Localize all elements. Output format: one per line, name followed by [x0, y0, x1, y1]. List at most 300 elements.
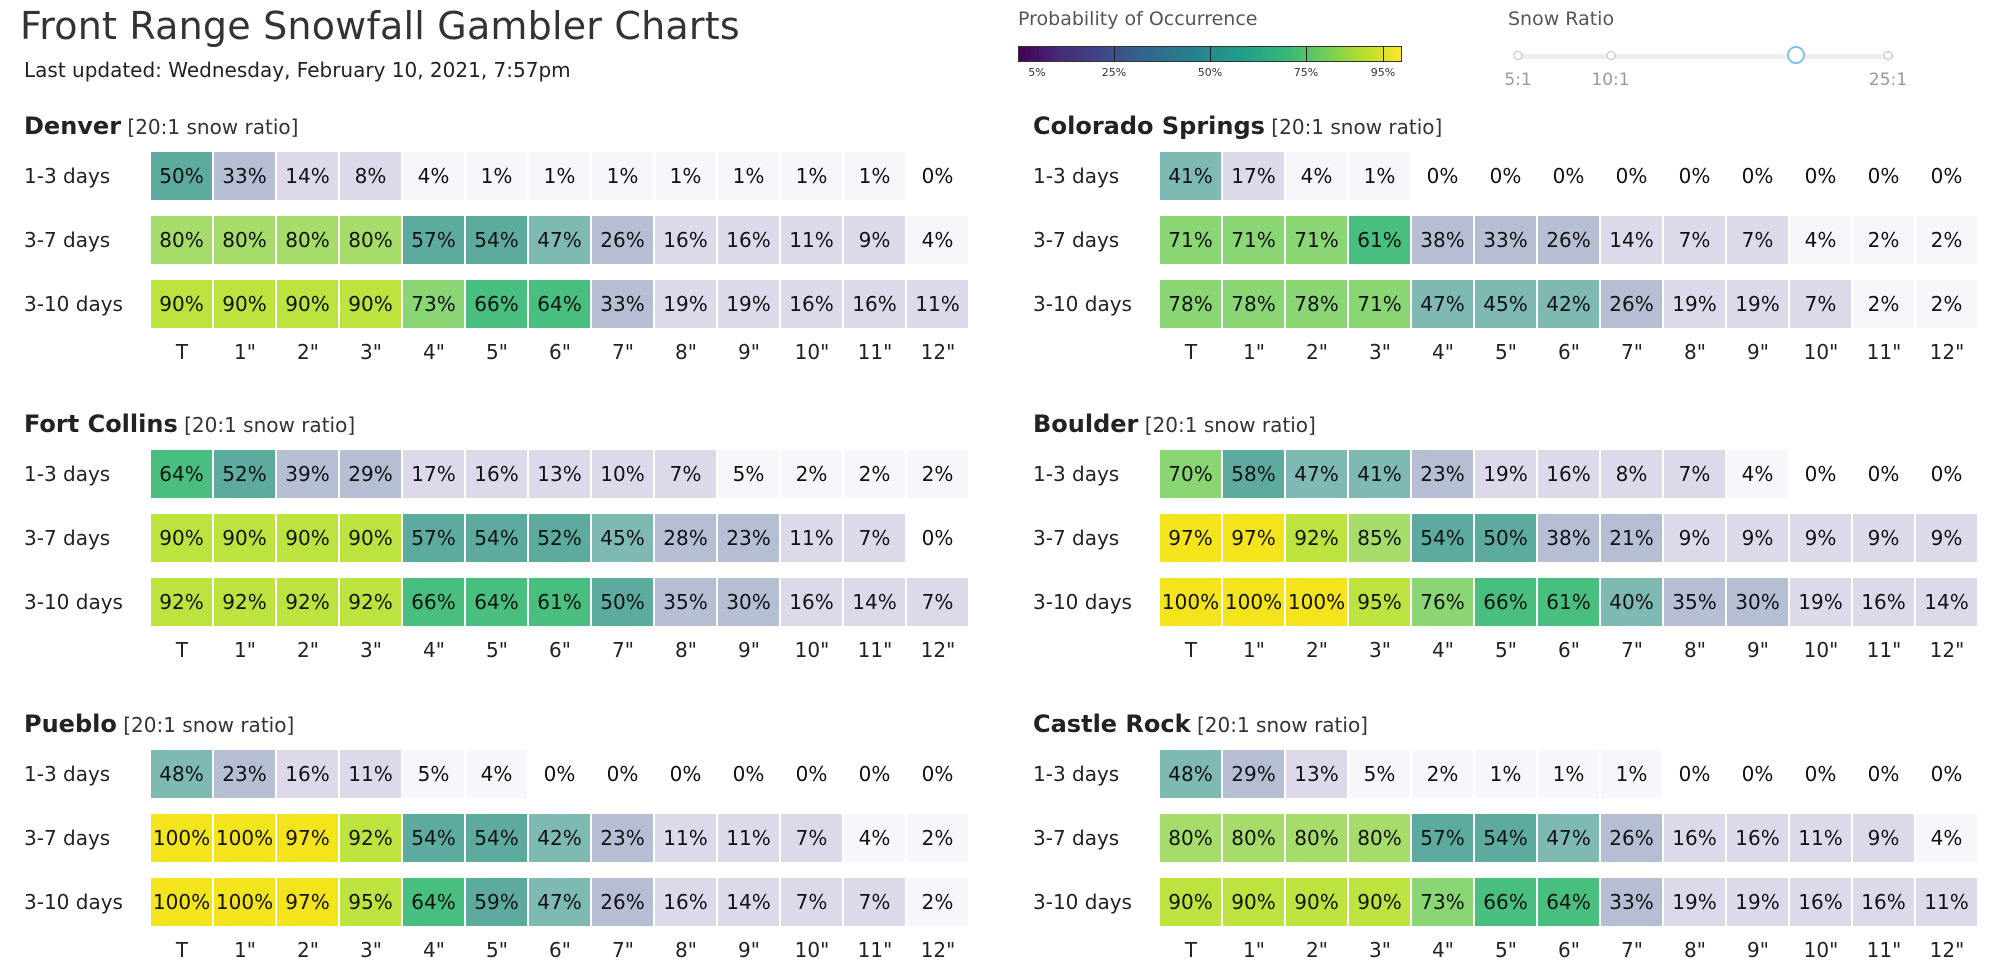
heatmap-cell: 64% — [403, 878, 465, 926]
heatmap-cell: 0% — [1853, 152, 1915, 200]
x-tick-label: 7" — [612, 938, 634, 962]
heatmap-cell: 23% — [592, 814, 654, 862]
x-tick-label: 2" — [297, 638, 319, 662]
heatmap-cell: 0% — [1790, 450, 1852, 498]
x-tick-label: 1" — [234, 638, 256, 662]
heatmap-cell: 50% — [1475, 514, 1537, 562]
heatmap-cell: 26% — [1538, 216, 1600, 264]
x-tick-label: 7" — [1621, 638, 1643, 662]
row-label: 3-7 days — [24, 826, 111, 850]
heatmap-cell: 26% — [592, 878, 654, 926]
heatmap-cell: 9% — [1853, 814, 1915, 862]
heatmap-cell: 0% — [1601, 152, 1663, 200]
panel-heading — [24, 112, 298, 140]
heatmap-cell: 14% — [844, 578, 906, 626]
heatmap-cell: 11% — [655, 814, 717, 862]
heatmap-cell: 45% — [592, 514, 654, 562]
heatmap-cell: 16% — [466, 450, 528, 498]
heatmap-cell: 47% — [1286, 450, 1348, 498]
heatmap-cell: 1% — [1475, 750, 1537, 798]
heatmap-cell: 90% — [1349, 878, 1411, 926]
heatmap-cell: 2% — [1916, 216, 1978, 264]
heatmap-cell: 16% — [781, 280, 843, 328]
heatmap-cell: 13% — [1286, 750, 1348, 798]
heatmap-cell: 26% — [1601, 814, 1663, 862]
panel-heading — [1033, 710, 1368, 738]
heatmap-cell: 0% — [1853, 450, 1915, 498]
heatmap-cell: 0% — [781, 750, 843, 798]
x-tick-label: 10" — [1803, 938, 1839, 962]
x-tick-label: 1" — [234, 938, 256, 962]
row-label: 1-3 days — [1033, 164, 1120, 188]
row-label: 3-7 days — [24, 228, 111, 252]
heatmap-cell: 92% — [277, 578, 339, 626]
panel-heading — [1033, 410, 1316, 438]
heatmap-cell: 80% — [1349, 814, 1411, 862]
heatmap-cell: 19% — [1664, 280, 1726, 328]
heatmap-cell: 33% — [1475, 216, 1537, 264]
row-label: 1-3 days — [24, 762, 111, 786]
heatmap-cell: 19% — [1475, 450, 1537, 498]
heatmap-cell: 71% — [1349, 280, 1411, 328]
heatmap-cell: 19% — [1790, 578, 1852, 626]
city-name: Fort Collins — [24, 410, 178, 438]
heatmap-cell: 33% — [1601, 878, 1663, 926]
heatmap-cell: 80% — [1223, 814, 1285, 862]
row-label: 3-10 days — [24, 292, 123, 316]
heatmap-cell: 0% — [1664, 750, 1726, 798]
panel-heading — [24, 410, 355, 438]
row-label: 3-7 days — [1033, 228, 1120, 252]
x-tick-label: 9" — [738, 340, 760, 364]
heatmap-cell: 16% — [655, 878, 717, 926]
heatmap-cell: 0% — [844, 750, 906, 798]
heatmap-cell: 97% — [1223, 514, 1285, 562]
heatmap-cell: 0% — [1475, 152, 1537, 200]
heatmap-cell: 80% — [1286, 814, 1348, 862]
heatmap-cell: 14% — [1601, 216, 1663, 264]
city-name: Denver — [24, 112, 122, 140]
heatmap-cell: 10% — [592, 450, 654, 498]
heatmap-cell: 54% — [466, 216, 528, 264]
x-tick-label: 11" — [1866, 340, 1902, 364]
heatmap-cell: 4% — [1727, 450, 1789, 498]
x-tick-label: 11" — [1866, 638, 1902, 662]
x-tick-label: 7" — [612, 638, 634, 662]
heatmap-cell: 90% — [151, 280, 213, 328]
heatmap-cell: 0% — [1727, 152, 1789, 200]
x-tick-label: 6" — [1558, 938, 1580, 962]
heatmap-cell: 7% — [907, 578, 969, 626]
slider-stop[interactable] — [1884, 51, 1893, 60]
heatmap-cell: 78% — [1160, 280, 1222, 328]
heatmap-cell: 54% — [403, 814, 465, 862]
panel-castle-rock — [1033, 710, 1993, 970]
heatmap-cell: 2% — [907, 878, 969, 926]
heatmap-cell: 8% — [1601, 450, 1663, 498]
x-tick-label: 4" — [1432, 938, 1454, 962]
heatmap-cell: 0% — [907, 514, 969, 562]
heatmap-cell: 90% — [277, 280, 339, 328]
x-tick-label: 4" — [423, 340, 445, 364]
x-tick-label: 5" — [1495, 340, 1517, 364]
heatmap-cell: 61% — [1349, 216, 1411, 264]
heatmap-cell: 38% — [1538, 514, 1600, 562]
x-tick-label: T — [1184, 340, 1198, 364]
heatmap-cell: 23% — [718, 514, 780, 562]
heatmap-cell: 0% — [1538, 152, 1600, 200]
slider-stop-label: 25:1 — [1868, 70, 1908, 90]
heatmap-cell: 90% — [214, 280, 276, 328]
x-tick-label: 3" — [1369, 638, 1391, 662]
heatmap-cell: 1% — [781, 152, 843, 200]
heatmap-cell: 9% — [1790, 514, 1852, 562]
x-tick-label: 2" — [1306, 340, 1328, 364]
heatmap-cell: 7% — [781, 814, 843, 862]
heatmap-cell: 95% — [1349, 578, 1411, 626]
heatmap-cell: 85% — [1349, 514, 1411, 562]
x-tick-label: 11" — [857, 938, 893, 962]
row-label: 1-3 days — [1033, 462, 1120, 486]
x-tick-label: 9" — [738, 938, 760, 962]
heatmap-cell: 2% — [1853, 216, 1915, 264]
heatmap-cell: 71% — [1223, 216, 1285, 264]
heatmap-cell: 0% — [1412, 152, 1474, 200]
heatmap-cell: 64% — [466, 578, 528, 626]
heatmap-cell: 42% — [529, 814, 591, 862]
heatmap-cell: 7% — [844, 514, 906, 562]
snow-ratio-label: [20:1 snow ratio] — [1264, 115, 1443, 139]
x-tick-label: T — [175, 638, 189, 662]
heatmap-cell: 4% — [844, 814, 906, 862]
heatmap-cell: 21% — [1601, 514, 1663, 562]
x-tick-label: 3" — [360, 938, 382, 962]
snow-ratio-label: [20:1 snow ratio] — [1138, 413, 1316, 437]
heatmap-cell: 17% — [403, 450, 465, 498]
heatmap-cell: 61% — [1538, 578, 1600, 626]
heatmap-cell: 92% — [1286, 514, 1348, 562]
x-tick-label: 2" — [297, 938, 319, 962]
slider-track[interactable] — [1516, 54, 1894, 59]
heatmap-cell: 33% — [214, 152, 276, 200]
x-tick-label: 8" — [1684, 638, 1706, 662]
x-tick-label: 9" — [1747, 340, 1769, 364]
heatmap-cell: 92% — [340, 814, 402, 862]
x-tick-label: 10" — [794, 340, 830, 364]
panel-colorado-springs — [1033, 112, 1993, 372]
heatmap-cell: 35% — [655, 578, 717, 626]
panel-fort-collins — [24, 410, 984, 670]
panel-heading — [24, 710, 294, 738]
heatmap-cell: 54% — [1412, 514, 1474, 562]
heatmap-cell: 1% — [718, 152, 780, 200]
heatmap-cell: 47% — [1412, 280, 1474, 328]
x-tick-label: 4" — [1432, 340, 1454, 364]
legend-tick-label: 50% — [1197, 66, 1223, 79]
heatmap-cell: 95% — [340, 878, 402, 926]
heatmap-cell: 26% — [1601, 280, 1663, 328]
heatmap-cell: 4% — [907, 216, 969, 264]
heatmap-cell: 5% — [718, 450, 780, 498]
heatmap-cell: 11% — [781, 514, 843, 562]
x-tick-label: 6" — [549, 938, 571, 962]
x-tick-label: 10" — [794, 938, 830, 962]
heatmap-cell: 40% — [1601, 578, 1663, 626]
heatmap-cell: 64% — [151, 450, 213, 498]
last-updated: Last updated: Wednesday, February 10, 2021, 7:57pm — [24, 58, 571, 82]
heatmap-cell: 0% — [529, 750, 591, 798]
x-tick-label: 8" — [675, 340, 697, 364]
heatmap-cell: 1% — [529, 152, 591, 200]
heatmap-cell: 14% — [718, 878, 780, 926]
heatmap-cell: 0% — [1790, 750, 1852, 798]
x-tick-label: 5" — [1495, 638, 1517, 662]
heatmap-cell: 48% — [1160, 750, 1222, 798]
legend-ticks — [1018, 46, 1402, 79]
heatmap-cell: 19% — [655, 280, 717, 328]
x-tick-label: 1" — [1243, 938, 1265, 962]
row-label: 3-7 days — [1033, 526, 1120, 550]
heatmap-cell: 0% — [1916, 152, 1978, 200]
x-tick-label: T — [1184, 638, 1198, 662]
heatmap-cell: 1% — [1601, 750, 1663, 798]
heatmap-cell: 80% — [340, 216, 402, 264]
heatmap-cell: 2% — [1853, 280, 1915, 328]
heatmap-cell: 7% — [655, 450, 717, 498]
heatmap-cell: 16% — [844, 280, 906, 328]
heatmap-cell: 66% — [1475, 878, 1537, 926]
x-tick-label: 5" — [486, 938, 508, 962]
legend-tick-mark — [1037, 46, 1038, 62]
heatmap-cell: 64% — [1538, 878, 1600, 926]
x-tick-label: 8" — [675, 938, 697, 962]
heatmap-cell: 2% — [781, 450, 843, 498]
legend-title: Probability of Occurrence — [1018, 8, 1258, 30]
heatmap-cell: 50% — [151, 152, 213, 200]
heatmap-cell: 90% — [1160, 878, 1222, 926]
x-tick-label: 2" — [297, 340, 319, 364]
heatmap-cell: 16% — [1664, 814, 1726, 862]
heatmap-cell: 100% — [151, 814, 213, 862]
row-label: 1-3 days — [1033, 762, 1120, 786]
row-label: 3-7 days — [1033, 826, 1120, 850]
heatmap-cell: 90% — [340, 280, 402, 328]
heatmap-cell: 19% — [1664, 878, 1726, 926]
x-tick-label: T — [175, 340, 189, 364]
legend-tick-mark — [1210, 46, 1211, 62]
heatmap-cell: 0% — [1853, 750, 1915, 798]
row-label: 3-10 days — [1033, 292, 1132, 316]
heatmap-cell: 16% — [781, 578, 843, 626]
x-tick-label: 7" — [1621, 938, 1643, 962]
heatmap-cell: 2% — [907, 450, 969, 498]
heatmap-cell: 100% — [214, 814, 276, 862]
heatmap-cell: 0% — [907, 750, 969, 798]
x-tick-label: 12" — [1929, 938, 1965, 962]
x-tick-label: 12" — [1929, 340, 1965, 364]
heatmap-cell: 66% — [466, 280, 528, 328]
legend-tick-mark — [1114, 46, 1115, 62]
heatmap-cell: 7% — [1790, 280, 1852, 328]
heatmap-cell: 16% — [655, 216, 717, 264]
heatmap-cell: 0% — [1790, 152, 1852, 200]
heatmap-cell: 90% — [277, 514, 339, 562]
heatmap-cell: 52% — [529, 514, 591, 562]
heatmap-cell: 8% — [340, 152, 402, 200]
x-tick-label: 11" — [1866, 938, 1902, 962]
heatmap-cell: 1% — [592, 152, 654, 200]
x-tick-label: 10" — [1803, 638, 1839, 662]
city-name: Pueblo — [24, 710, 117, 738]
heatmap-cell: 2% — [844, 450, 906, 498]
row-label: 3-10 days — [1033, 890, 1132, 914]
heatmap-cell: 16% — [1790, 878, 1852, 926]
x-tick-label: 9" — [738, 638, 760, 662]
heatmap-cell: 90% — [1286, 878, 1348, 926]
x-tick-label: 5" — [1495, 938, 1517, 962]
x-tick-label: 7" — [612, 340, 634, 364]
x-tick-label: 6" — [1558, 638, 1580, 662]
heatmap-cell: 2% — [907, 814, 969, 862]
heatmap-cell: 70% — [1160, 450, 1222, 498]
heatmap-cell: 11% — [907, 280, 969, 328]
x-tick-label: 9" — [1747, 638, 1769, 662]
snow-ratio-label: [20:1 snow ratio] — [177, 413, 356, 437]
heatmap-cell: 5% — [403, 750, 465, 798]
heatmap-cell: 78% — [1223, 280, 1285, 328]
x-tick-label: 1" — [1243, 638, 1265, 662]
heatmap-cell: 0% — [718, 750, 780, 798]
heatmap-cell: 92% — [214, 578, 276, 626]
row-label: 3-7 days — [24, 526, 111, 550]
heatmap-cell: 16% — [718, 216, 780, 264]
heatmap-cell: 0% — [655, 750, 717, 798]
x-tick-label: 9" — [1747, 938, 1769, 962]
heatmap-cell: 0% — [1727, 750, 1789, 798]
heatmap-cell: 0% — [1916, 450, 1978, 498]
x-tick-label: 3" — [360, 638, 382, 662]
x-tick-label: 12" — [920, 340, 956, 364]
x-tick-label: 6" — [1558, 340, 1580, 364]
x-tick-label: 12" — [1929, 638, 1965, 662]
slider-handle[interactable] — [1787, 46, 1805, 64]
heatmap-cell: 4% — [1790, 216, 1852, 264]
heatmap-cell: 9% — [1853, 514, 1915, 562]
heatmap-cell: 30% — [1727, 578, 1789, 626]
legend-tick-label: 5% — [1028, 66, 1046, 79]
heatmap-cell: 80% — [1160, 814, 1222, 862]
heatmap-cell: 66% — [403, 578, 465, 626]
heatmap-cell: 54% — [1475, 814, 1537, 862]
panel-denver — [24, 112, 984, 372]
heatmap-cell: 17% — [1223, 152, 1285, 200]
heatmap-cell: 19% — [718, 280, 780, 328]
legend-tick-mark — [1306, 46, 1307, 62]
heatmap-cell: 26% — [592, 216, 654, 264]
heatmap-cell: 80% — [277, 216, 339, 264]
row-label: 3-10 days — [24, 890, 123, 914]
heatmap-cell: 19% — [1727, 878, 1789, 926]
heatmap-cell: 4% — [403, 152, 465, 200]
heatmap-cell: 30% — [718, 578, 780, 626]
city-name: Colorado Springs — [1033, 112, 1265, 140]
snow-ratio-label: [20:1 snow ratio] — [116, 713, 295, 737]
heatmap-cell: 42% — [1538, 280, 1600, 328]
heatmap-cell: 64% — [529, 280, 591, 328]
heatmap-cell: 58% — [1223, 450, 1285, 498]
x-tick-label: 5" — [486, 340, 508, 364]
heatmap-cell: 73% — [403, 280, 465, 328]
x-tick-label: 10" — [1803, 340, 1839, 364]
heatmap-cell: 45% — [1475, 280, 1537, 328]
x-tick-label: 11" — [857, 638, 893, 662]
snow-ratio-label: [20:1 snow ratio] — [1190, 713, 1368, 737]
heatmap-cell: 47% — [529, 216, 591, 264]
x-tick-label: 3" — [1369, 938, 1391, 962]
panel-pueblo — [24, 710, 984, 970]
heatmap-cell: 48% — [151, 750, 213, 798]
x-tick-label: 2" — [1306, 638, 1328, 662]
snow-ratio-label: [20:1 snow ratio] — [121, 115, 299, 139]
x-tick-label: 4" — [1432, 638, 1454, 662]
x-tick-label: 3" — [1369, 340, 1391, 364]
row-label: 3-10 days — [24, 590, 123, 614]
city-name: Boulder — [1033, 410, 1139, 438]
heatmap-cell: 2% — [1916, 280, 1978, 328]
heatmap-cell: 29% — [1223, 750, 1285, 798]
heatmap-cell: 97% — [1160, 514, 1222, 562]
heatmap-cell: 54% — [466, 514, 528, 562]
heatmap-cell: 14% — [1916, 578, 1978, 626]
heatmap-cell: 4% — [1286, 152, 1348, 200]
heatmap-cell: 78% — [1286, 280, 1348, 328]
heatmap-cell: 7% — [1727, 216, 1789, 264]
heatmap-cell: 33% — [592, 280, 654, 328]
heatmap-cell: 39% — [277, 450, 339, 498]
x-tick-label: 12" — [920, 638, 956, 662]
heatmap-cell: 0% — [1916, 750, 1978, 798]
snow-ratio-slider[interactable] — [1504, 8, 1908, 90]
heatmap-cell: 92% — [151, 578, 213, 626]
panel-boulder — [1033, 410, 1993, 670]
legend-tick-label: 75% — [1293, 66, 1319, 79]
x-tick-label: 2" — [1306, 938, 1328, 962]
heatmap-cell: 90% — [151, 514, 213, 562]
heatmap-cell: 16% — [1853, 578, 1915, 626]
heatmap-cell: 28% — [655, 514, 717, 562]
slider-stop[interactable] — [1606, 51, 1615, 60]
page-title: Front Range Snowfall Gambler Charts — [20, 4, 740, 48]
heatmap-cell: 1% — [655, 152, 717, 200]
slider-stop[interactable] — [1514, 51, 1523, 60]
heatmap-cell: 0% — [1664, 152, 1726, 200]
heatmap-cell: 90% — [214, 514, 276, 562]
heatmap-cell: 9% — [844, 216, 906, 264]
heatmap-cell: 29% — [340, 450, 402, 498]
heatmap-cell: 66% — [1475, 578, 1537, 626]
heatmap-cell: 47% — [529, 878, 591, 926]
heatmap-cell: 16% — [277, 750, 339, 798]
heatmap-cell: 80% — [214, 216, 276, 264]
heatmap-cell: 11% — [1790, 814, 1852, 862]
heatmap-cell: 19% — [1727, 280, 1789, 328]
panel-heading — [1033, 112, 1442, 140]
row-label: 1-3 days — [24, 164, 111, 188]
heatmap-cell: 80% — [151, 216, 213, 264]
heatmap-cell: 9% — [1727, 514, 1789, 562]
x-tick-label: 8" — [1684, 938, 1706, 962]
heatmap-cell: 97% — [277, 878, 339, 926]
